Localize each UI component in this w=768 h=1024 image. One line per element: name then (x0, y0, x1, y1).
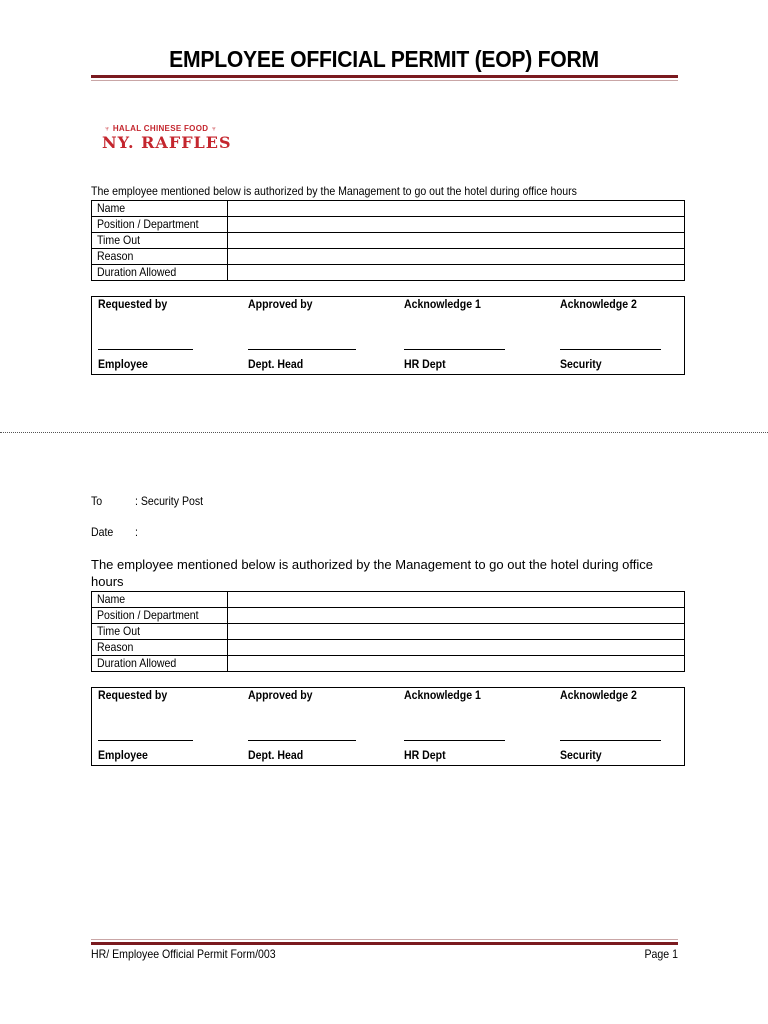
signature-heading: Acknowledge 1 (404, 688, 481, 702)
signature-heading: Acknowledge 1 (404, 297, 481, 311)
page-title: EMPLOYEE OFFICIAL PERMIT (EOP) FORM (169, 46, 599, 72)
form1-info-table (91, 200, 685, 281)
signature-line (404, 349, 505, 350)
field-value[interactable] (228, 217, 685, 233)
form2-signature-table (91, 687, 685, 766)
field-label: Name (92, 592, 228, 608)
signature-cell[interactable] (92, 688, 243, 766)
field-label: Position / Department (92, 608, 228, 624)
signature-heading: Acknowledge 2 (560, 297, 637, 311)
signature-line (98, 349, 193, 350)
field-label: Time Out (92, 624, 228, 640)
footer-doc-ref: HR/ Employee Official Permit Form/003 (91, 947, 276, 961)
field-label: Name (92, 201, 228, 217)
table-row (92, 608, 685, 624)
field-value[interactable] (228, 233, 685, 249)
footer-page-number: Page 1 (644, 947, 678, 961)
table-row (92, 233, 685, 249)
logo-tagline: ♆ HALAL CHINESE FOOD ♆ (104, 124, 218, 133)
field-value[interactable] (228, 624, 685, 640)
field-value[interactable] (228, 592, 685, 608)
table-row (92, 249, 685, 265)
signature-cell[interactable] (398, 297, 554, 375)
field-value[interactable] (228, 656, 685, 672)
field-value[interactable] (228, 608, 685, 624)
table-row (92, 624, 685, 640)
logo-name: NY. RAFFLES (102, 133, 232, 152)
signature-line (248, 349, 356, 350)
field-value[interactable] (228, 201, 685, 217)
signature-line (248, 740, 356, 741)
form2-intro-line2: hours (91, 574, 124, 589)
table-row (92, 201, 685, 217)
signature-line (404, 740, 505, 741)
signature-cell[interactable] (554, 688, 685, 766)
signature-role: Employee (98, 748, 148, 762)
form1-intro: The employee mentioned below is authorized by the Management to go out the hotel during office hours (91, 184, 577, 198)
date-value: : (135, 525, 138, 539)
field-value[interactable] (228, 265, 685, 281)
signature-heading: Approved by (248, 688, 313, 702)
signature-heading: Approved by (248, 297, 313, 311)
signature-role: Dept. Head (248, 748, 304, 762)
table-row (92, 592, 685, 608)
signature-line (98, 740, 193, 741)
signature-cell[interactable] (398, 688, 554, 766)
field-label: Time Out (92, 233, 228, 249)
field-label: Reason (92, 640, 228, 656)
title-rule (91, 75, 678, 78)
table-row (92, 217, 685, 233)
field-value[interactable] (228, 249, 685, 265)
form1-signature-table (91, 296, 685, 375)
signature-role: Security (560, 357, 602, 371)
signature-line (560, 740, 661, 741)
date-label: Date (91, 525, 114, 539)
signature-cell[interactable] (242, 297, 398, 375)
signature-cell[interactable] (554, 297, 685, 375)
signature-role: HR Dept (404, 748, 446, 762)
form2-info-table (91, 591, 685, 672)
field-label: Duration Allowed (92, 656, 228, 672)
signature-heading: Requested by (98, 688, 168, 702)
footer-rule-light (91, 939, 678, 940)
to-value: : Security Post (135, 494, 204, 508)
signature-role: HR Dept (404, 357, 446, 371)
title-rule-light (91, 80, 678, 81)
field-value[interactable] (228, 640, 685, 656)
signature-role: Dept. Head (248, 357, 304, 371)
field-label: Position / Department (92, 217, 228, 233)
field-label: Duration Allowed (92, 265, 228, 281)
signature-role: Security (560, 748, 602, 762)
signature-cell[interactable] (92, 297, 243, 375)
company-logo (92, 92, 242, 182)
cut-line (0, 432, 768, 433)
field-label: Reason (92, 249, 228, 265)
signature-line (560, 349, 661, 350)
form2-intro-line1: The employee mentioned below is authorized by the Management to go out the hotel during office (91, 557, 654, 572)
table-row (92, 656, 685, 672)
signature-cell[interactable] (242, 688, 398, 766)
table-row (92, 265, 685, 281)
table-row (92, 640, 685, 656)
signature-heading: Acknowledge 2 (560, 688, 637, 702)
footer-rule (91, 942, 678, 945)
to-label: To (91, 494, 103, 508)
signature-role: Employee (98, 357, 148, 371)
signature-heading: Requested by (98, 297, 168, 311)
